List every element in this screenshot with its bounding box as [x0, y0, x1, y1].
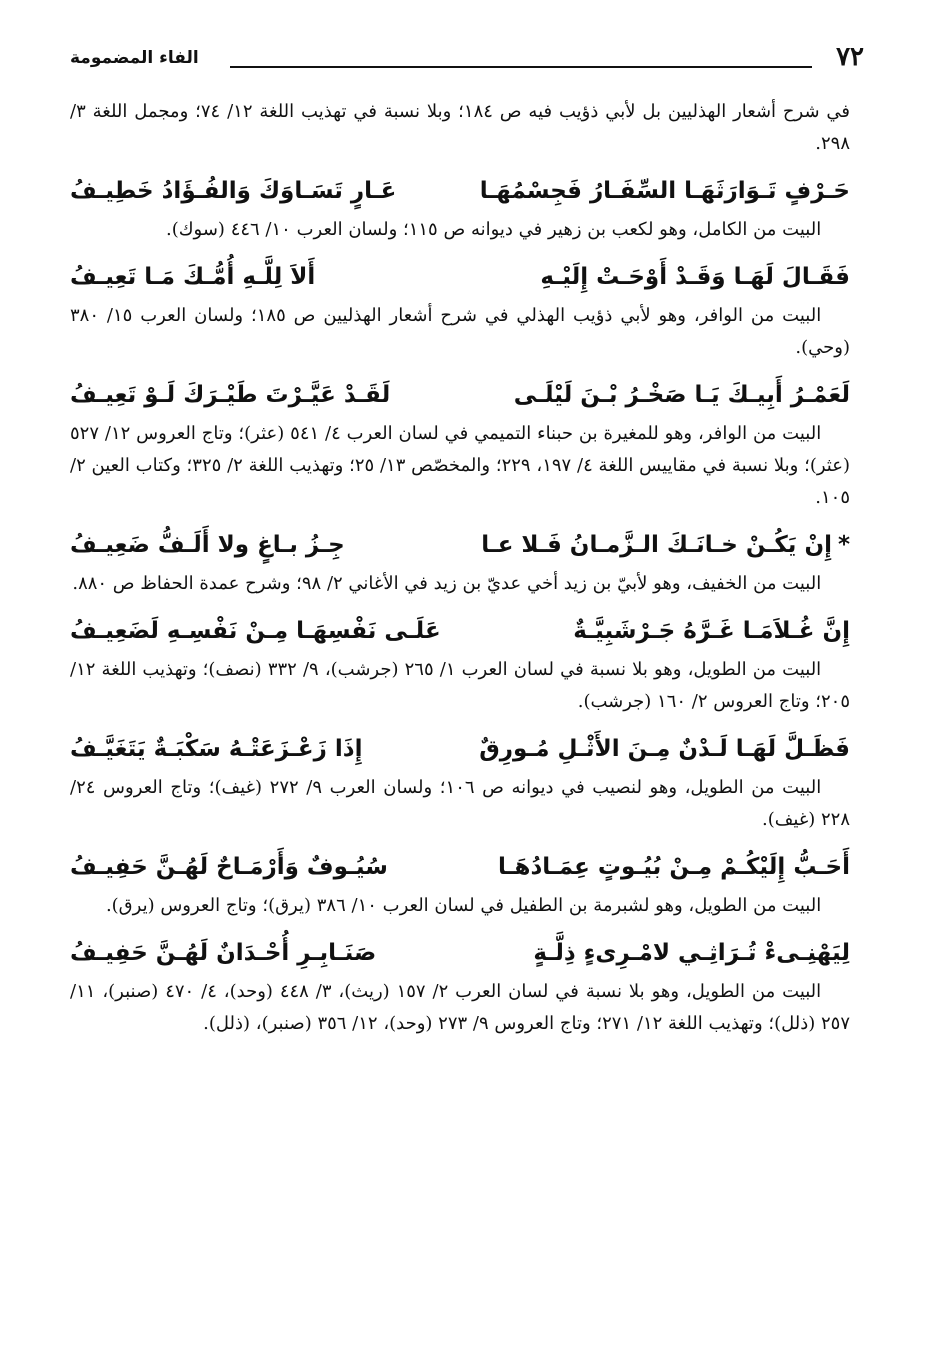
verse-first-hemistich: أَحَـبُّ إِلَيْكُـمْ مِـنْ بُيُـوتٍ عِمَـادُهَـا: [498, 854, 850, 880]
entry: [70, 732, 850, 836]
entry: [70, 850, 850, 922]
verse-note: البيت من الطويل، وهو لشبرمة بن الطفيل في لسان العرب ١٠/ ٣٨٦ (يرق)؛ وتاج العروس (يرق).: [105, 895, 822, 916]
verse-second-hemistich: عَـارٍ تَسَـاوَكَ وَالفُـؤَادُ خَطِيـفُ: [70, 178, 397, 204]
verse-note: البيت من الوافر، وهو لأبي ذؤيب الهذلي في شرح أشعار الهذليين ص ١٨٥؛ ولسان العرب ١٥/ ٣٨٠ (وحي).: [70, 305, 850, 358]
entry: [70, 378, 850, 514]
entry: [70, 528, 850, 600]
verse-second-hemistich: صَنَـابِـرِ أُحْـدَانٌ لَهُـنَّ حَفِيـفُ: [70, 940, 377, 966]
verse-line: [70, 378, 850, 412]
verse-second-hemistich: جِـزُ بـاغٍ ولا أَلَـفُّ ضَعِيـفُ: [70, 532, 345, 558]
verse-note: البيت من الطويل، وهو بلا نسبة في لسان العرب ١/ ٢٦٥ (جرشب)، ٩/ ٣٣٢ (نصف)؛ وتهذيب اللغة ١٢/ ٢٠٥؛ وتاج العروس ٢/ ١٦٠ (جرشب).: [70, 659, 850, 712]
verse-line: [70, 732, 850, 766]
running-title: الفاء المضمومة: [70, 48, 199, 68]
verse-first-hemistich: لَعَمْـرُ أَبِيـكَ يَـا صَخْـرُ بْـنَ لَيْلَـى: [513, 382, 850, 408]
verse-second-hemistich: عَلَـى نَفْسِهَـا مِـنْ نَفْسِـهِ لَضَعِيـفُ: [70, 618, 441, 644]
verse-note: البيت من الوافر، وهو للمغيرة بن حبناء التميمي في لسان العرب ٤/ ٥٤١ (عثر)؛ وتاج العروس ١٢/ ٥٢٧ (عثر)؛ وبلا نسبة في مقاييس اللغة ٤/ ١٩٧، ٢٢٩؛ والمخصّص ١٣/ ٢٥؛ وتهذيب اللغة ٢/ ٣٢٥؛ وكتاب العين ٢/ ١٠٥.: [70, 423, 850, 508]
entry: [70, 936, 850, 1040]
verse-line: [70, 260, 850, 294]
verse-second-hemistich: سُيُـوفٌ وَأَرْمَـاحٌ لَهُـنَّ حَفِيـفُ: [70, 854, 388, 880]
verse-first-hemistich-text: إِنْ يَكُـنْ خـانَـكَ الـزَّمـانُ فَـلا عـا: [481, 532, 832, 558]
verse-note: البيت من الكامل، وهو لكعب بن زهير في ديوانه ص ١١٥؛ ولسان العرب ١٠/ ٤٤٦ (سوك).: [165, 219, 822, 240]
verse-second-hemistich: إِذَا زَعْـزَعَتْـهُ سَكْبَـةٌ يَتَغَيَّـفُ: [70, 736, 363, 762]
verse-line: [70, 614, 850, 648]
verse-first-hemistich: فَقَـالَ لَهَـا وَقَـدْ أَوْحَـتْ إِلَيْـهِ: [540, 264, 850, 290]
entry: [70, 614, 850, 718]
verse-second-hemistich: أَلاَ لِلَّـهِ أُمُّـكَ مَـا تَعِيـفُ: [70, 264, 316, 290]
verse-line: [70, 936, 850, 970]
verse-line: [70, 528, 850, 562]
verse-note: البيت من الخفيف، وهو لأبيّ بن زيد أخي عديّ بن زيد في الأغاني ٢/ ٩٨؛ وشرح عمدة الحفاظ ص ٨٨٠.: [72, 573, 822, 594]
verse-note: البيت من الطويل، وهو لنصيب في ديوانه ص ١٠٦؛ ولسان العرب ٩/ ٢٧٢ (غيف)؛ وتاج العروس ٢٤/ ٢٢٨ (غيف).: [70, 777, 850, 830]
verse-note: البيت من الطويل، وهو بلا نسبة في لسان العرب ٢/ ١٥٧ (ريث)، ٣/ ٤٤٨ (وحد)، ٤/ ٤٧٠ (صنبر)، ١١/ ٢٥٧ (ذلل)؛ وتهذيب اللغة ١٢/ ٢٧١؛ وتاج العروس ٩/ ٢٧٣ (وحد)، ١٢/ ٣٥٦ (صنبر)، (ذلل).: [70, 981, 850, 1034]
star-marker: *: [837, 532, 850, 558]
verse-first-hemistich: حَـرْفٍ تَـوَارَثَهَـا السِّفَـارُ فَجِسْمُهَـا: [479, 178, 850, 204]
page-number: ٧٢: [836, 42, 864, 72]
verse-second-hemistich: لَقَـدْ عَيَّـرْتَ طَيْـرَكَ لَـوْ تَعِيـفُ: [70, 382, 391, 408]
verse-first-hemistich: فَظَـلَّ لَهَـا لَـدْنٌ مِـنَ الأَثْـلِ مُـورِقٌ: [479, 736, 850, 762]
intro-paragraph: في شرح أشعار الهذليين بل لأبي ذؤيب فيه ص ١٨٤؛ وبلا نسبة في تهذيب اللغة ١٢/ ٧٤؛ ومجمل اللغة ٣/ ٢٩٨.: [70, 101, 851, 154]
header-rule: [230, 66, 812, 68]
verse-first-hemistich: إِنَّ غُـلاَمَـا غَـرَّهُ جَـرْشَبِيَّـةٌ: [573, 618, 850, 644]
verse-first-hemistich: [481, 528, 850, 562]
entry: [70, 174, 850, 246]
verse-line: [70, 174, 850, 208]
verse-line: [70, 850, 850, 884]
verse-first-hemistich: لِيَهْنِـىءْ تُـرَاثِـي لامْـرِىءٍ ذِلَّـةٍ: [533, 940, 850, 966]
page-header: [70, 42, 864, 82]
entry: [70, 260, 850, 364]
page-body: [70, 96, 850, 1040]
